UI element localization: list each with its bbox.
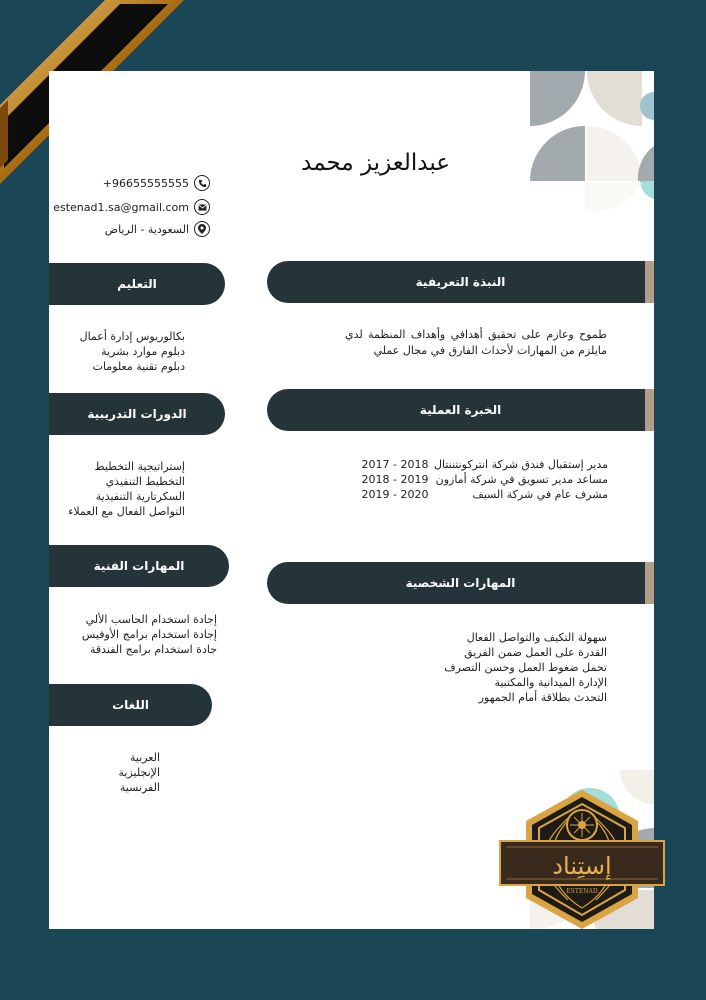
contact-location — [60, 220, 210, 238]
phone-text: +96655555555 — [102, 176, 189, 190]
header-tab — [645, 261, 654, 303]
education-list — [60, 329, 185, 374]
bio-title: النبذة التعريفية — [415, 275, 506, 289]
contact-email — [53, 198, 210, 216]
bio-header — [267, 261, 654, 303]
technical-skills-header: المهارات الفنية — [49, 545, 229, 587]
experience-years: 2018 - 2019 — [361, 473, 429, 486]
list-item: إجادة استخدام الحاسب الألي — [85, 613, 217, 626]
location-text: السعودية - الرياض — [104, 222, 189, 236]
header-tab — [645, 562, 654, 604]
logo-text: إستِناد — [552, 852, 612, 880]
personal-skills-header — [267, 562, 654, 604]
candidate-name: عبدالعزيز محمد — [301, 150, 450, 176]
courses-list — [60, 459, 185, 519]
personal-skills-list — [440, 630, 607, 705]
languages-list — [60, 750, 160, 795]
personal-skills-title: المهارات الشخصية — [405, 576, 516, 590]
experience-years: 2019 - 2020 — [361, 488, 429, 501]
list-item: إجادة استخدام برامج الأوفيس — [81, 628, 217, 641]
experience-title: الخبرة العملية — [419, 403, 502, 417]
list-item: جادة استخدام برامج الفندقة — [89, 643, 217, 656]
experience-row — [360, 458, 608, 473]
list-item: سهولة التكيف والتواصل الفعال — [466, 631, 607, 644]
location-pin-icon — [194, 221, 210, 237]
experience-years: 2017 - 2018 — [361, 458, 429, 471]
list-item: الإدارة الميدانية والمكتبية — [494, 676, 607, 689]
list-item: السكرتارية التنفيذية — [95, 490, 185, 503]
education-header: التعليم — [49, 263, 225, 305]
email-text: estenad1.sa@gmail.com — [53, 200, 189, 214]
experience-role: مساعد مدير تسويق في شركة أمازون — [435, 473, 608, 486]
list-item: دبلوم موارد بشرية — [101, 345, 185, 358]
list-item: القدرة على العمل ضمن الفريق — [464, 646, 607, 659]
experience-role: مشرف عام في شركة السيف — [472, 488, 608, 501]
header-tab — [645, 389, 654, 431]
estenad-logo — [498, 788, 666, 930]
contact-phone — [60, 174, 210, 192]
list-item: بكالوريوس إدارة أعمال — [79, 330, 185, 343]
decorative-shapes-top — [530, 71, 654, 211]
list-item: تحمل ضغوط العمل وحسن التصرف — [444, 661, 607, 674]
list-item: التحدث بطلاقة أمام الجمهور — [478, 691, 607, 704]
list-item: الإنجليزية — [118, 766, 160, 779]
list-item: العربية — [129, 751, 160, 764]
list-item: التواصل الفعال مع العملاء — [68, 505, 185, 518]
experience-row — [360, 488, 608, 503]
experience-row — [360, 473, 608, 488]
technical-skills-list — [60, 612, 217, 657]
courses-header: الدورات التدريبية — [49, 393, 225, 435]
list-item: الفرنسية — [119, 781, 160, 794]
list-item: إستراتيجية التخطيط — [94, 460, 185, 473]
logo-subtext: ESTENAD — [566, 888, 598, 895]
list-item: التخطيط التنفيذي — [105, 475, 185, 488]
experience-role: مدير إستقبال فندق شركة انتركونتننتال — [433, 458, 608, 471]
list-item: دبلوم تقنية معلومات — [92, 360, 185, 373]
phone-icon — [194, 175, 210, 191]
bio-text: طموح وعازم على تحقيق أهدافي وأهداف المنظمة لدي مايلزم من المهارات لأحداث الفارق في مجال عملي — [345, 328, 607, 357]
experience-header — [267, 389, 654, 431]
languages-header: اللغات — [49, 684, 212, 726]
mail-icon — [194, 199, 210, 215]
